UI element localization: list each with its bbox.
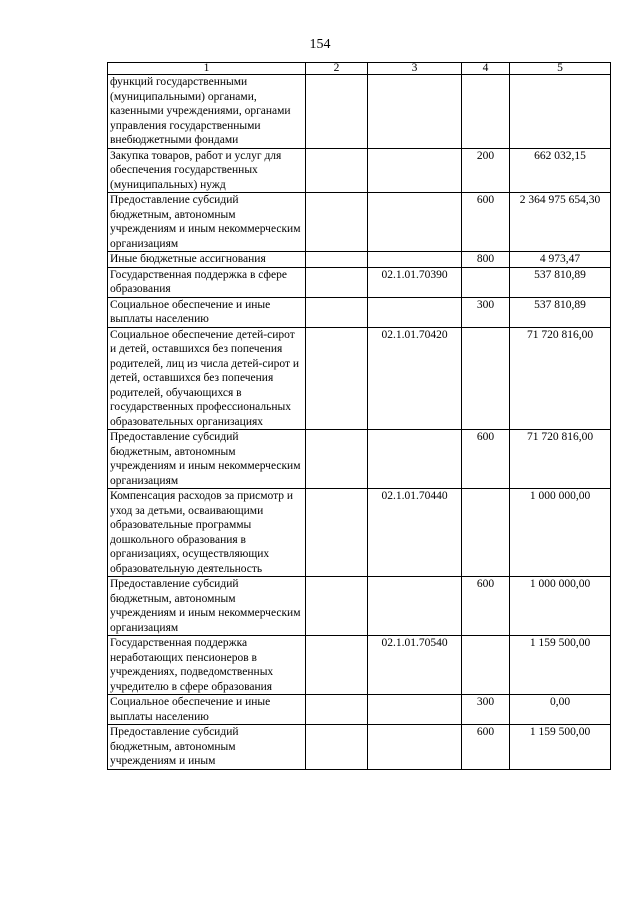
row-col2-cell: [306, 695, 368, 725]
row-amount-cell: 1 000 000,00: [510, 489, 611, 577]
row-type-cell: [462, 267, 510, 297]
row-code-cell: [368, 252, 462, 268]
row-col2-cell: [306, 725, 368, 770]
row-type-cell: 300: [462, 297, 510, 327]
row-name-cell: Предоставление субсидий бюджетным, автономным учреждениям и иным некоммерческим организациям: [108, 430, 306, 489]
row-type-cell: 600: [462, 193, 510, 252]
row-name-cell: Государственная поддержка неработающих пенсионеров в учреждениях, подведомственных учредителю в сфере образования: [108, 636, 306, 695]
row-amount-cell: 71 720 816,00: [510, 430, 611, 489]
table-row: [108, 252, 611, 268]
row-amount-cell: 1 159 500,00: [510, 725, 611, 770]
row-code-cell: [368, 148, 462, 193]
row-name-cell: Государственная поддержка в сфере образования: [108, 267, 306, 297]
row-col2-cell: [306, 327, 368, 430]
row-name-cell: Предоставление субсидий бюджетным, автономным учреждениям и иным некоммерческим организациям: [108, 577, 306, 636]
header-col-1: 1: [108, 63, 306, 75]
row-type-cell: [462, 636, 510, 695]
table-row: [108, 636, 611, 695]
row-code-cell: [368, 75, 462, 149]
row-name-cell: Предоставление субсидий бюджетным, автономным учреждениям и иным некоммерческим организациям: [108, 193, 306, 252]
row-code-cell: [368, 430, 462, 489]
row-code-cell: 02.1.01.70540: [368, 636, 462, 695]
row-code-cell: [368, 193, 462, 252]
row-col2-cell: [306, 636, 368, 695]
row-type-cell: 300: [462, 695, 510, 725]
budget-table: [107, 62, 611, 770]
row-amount-cell: 71 720 816,00: [510, 327, 611, 430]
row-name-cell: Социальное обеспечение и иные выплаты населению: [108, 297, 306, 327]
row-type-cell: 600: [462, 430, 510, 489]
row-type-cell: [462, 327, 510, 430]
row-col2-cell: [306, 489, 368, 577]
table-row: [108, 297, 611, 327]
row-code-cell: [368, 725, 462, 770]
table-header-row: [108, 63, 611, 75]
table-row: [108, 725, 611, 770]
row-amount-cell: 2 364 975 654,30: [510, 193, 611, 252]
table-row: [108, 193, 611, 252]
table-row: [108, 695, 611, 725]
row-col2-cell: [306, 75, 368, 149]
header-col-5: 5: [510, 63, 611, 75]
table-row: [108, 75, 611, 149]
row-code-cell: [368, 297, 462, 327]
row-type-cell: 200: [462, 148, 510, 193]
row-col2-cell: [306, 148, 368, 193]
row-code-cell: 02.1.01.70390: [368, 267, 462, 297]
row-col2-cell: [306, 267, 368, 297]
row-col2-cell: [306, 297, 368, 327]
row-amount-cell: 4 973,47: [510, 252, 611, 268]
header-col-4: 4: [462, 63, 510, 75]
row-type-cell: 800: [462, 252, 510, 268]
row-amount-cell: 0,00: [510, 695, 611, 725]
row-amount-cell: 662 032,15: [510, 148, 611, 193]
row-col2-cell: [306, 193, 368, 252]
row-name-cell: Социальное обеспечение детей-сирот и детей, оставшихся без попечения родителей, лиц из числа детей-сирот и детей, оставшихся без попечения родителей, обучающихся в государственных профессиональных образовательных организациях: [108, 327, 306, 430]
row-col2-cell: [306, 252, 368, 268]
row-name-cell: функций государственными (муниципальными) органами, казенными учреждениями, органами управления государственными внебюджетными фондами: [108, 75, 306, 149]
row-name-cell: Иные бюджетные ассигнования: [108, 252, 306, 268]
row-name-cell: Предоставление субсидий бюджетным, автономным учреждениям и иным: [108, 725, 306, 770]
row-code-cell: [368, 577, 462, 636]
header-col-2: 2: [306, 63, 368, 75]
page-number: 154: [309, 37, 331, 52]
table-row: [108, 267, 611, 297]
row-col2-cell: [306, 430, 368, 489]
row-type-cell: 600: [462, 577, 510, 636]
row-type-cell: [462, 489, 510, 577]
row-amount-cell: 1 159 500,00: [510, 636, 611, 695]
row-code-cell: [368, 695, 462, 725]
row-amount-cell: 537 810,89: [510, 267, 611, 297]
table-row: [108, 327, 611, 430]
row-type-cell: 600: [462, 725, 510, 770]
table-body: [108, 75, 611, 770]
table-row: [108, 489, 611, 577]
row-name-cell: Социальное обеспечение и иные выплаты населению: [108, 695, 306, 725]
table-row: [108, 148, 611, 193]
row-amount-cell: 1 000 000,00: [510, 577, 611, 636]
row-col2-cell: [306, 577, 368, 636]
row-code-cell: 02.1.01.70440: [368, 489, 462, 577]
table-row: [108, 577, 611, 636]
row-amount-cell: [510, 75, 611, 149]
row-type-cell: [462, 75, 510, 149]
header-col-3: 3: [368, 63, 462, 75]
row-code-cell: 02.1.01.70420: [368, 327, 462, 430]
row-name-cell: Закупка товаров, работ и услуг для обеспечения государственных (муниципальных) нужд: [108, 148, 306, 193]
row-name-cell: Компенсация расходов за присмотр и уход за детьми, осваивающими образовательные программы дошкольного образования в организациях, осуществляющих образовательную деятельность: [108, 489, 306, 577]
row-amount-cell: 537 810,89: [510, 297, 611, 327]
table-row: [108, 430, 611, 489]
